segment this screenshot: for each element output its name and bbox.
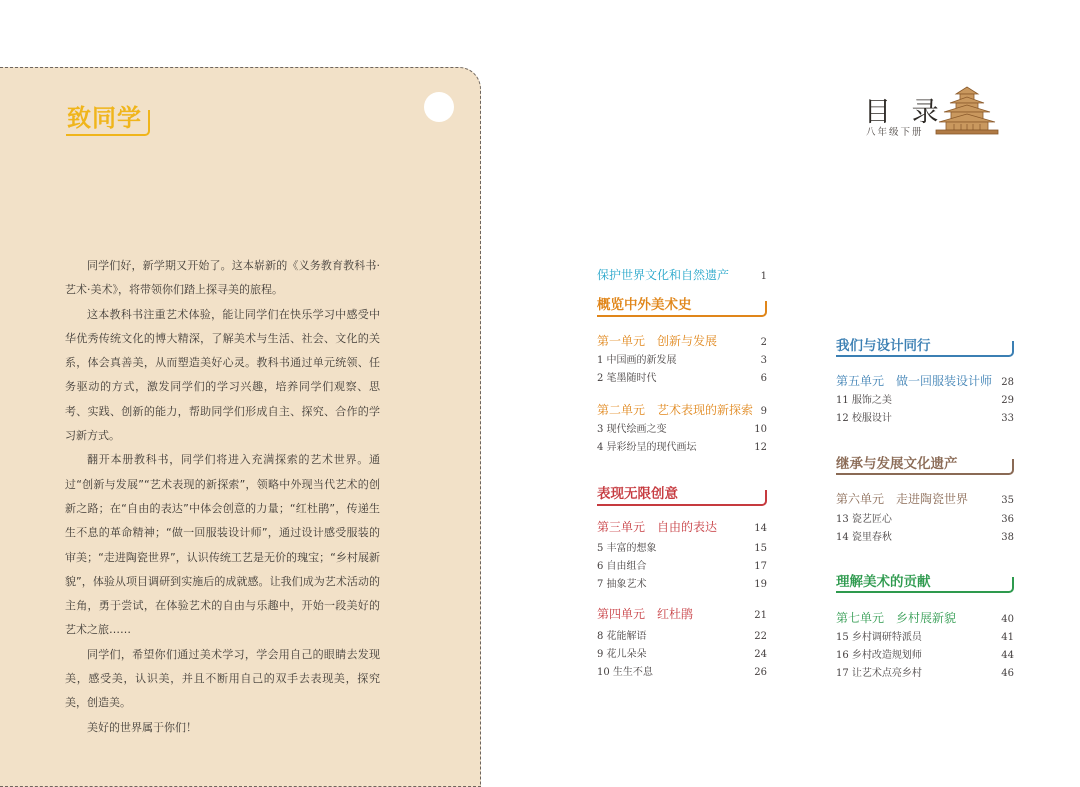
unit-label: 第六单元 走进陶瓷世界 [836,492,969,506]
toc-intro-label: 保护世界文化和自然遗产 [597,268,730,282]
page-number: 46 [1001,668,1014,679]
toc-lesson-entry[interactable] [836,664,1014,679]
page-number: 24 [754,649,767,660]
lesson-label: 9 花儿朵朵 [597,649,647,660]
page-number: 21 [754,610,767,621]
lesson-label: 13 瓷艺匠心 [836,514,892,525]
lesson-label: 3 现代绘画之变 [597,424,667,435]
letter-paragraph: 这本教科书注重艺术体验，能让同学们在快乐学习中感受中华优秀传统文化的博大精深，了解美术与生活、社会、文化的关系，体会真善美，从而塑造美好心灵。教科书通过单元统领、任务驱动的方式，激发同学们的学习兴趣，培养同学们观察、思考、实践、创新的能力，帮助同学们形成自主、探究、合作的学习新方式。 [65,307,380,443]
page-number: 1 [760,271,767,282]
toc-lesson-entry[interactable] [597,420,767,435]
lesson-label: 11 服饰之美 [836,395,892,406]
toc-lesson-entry[interactable] [597,438,767,453]
page-number: 44 [1001,650,1014,661]
page-number: 19 [754,579,767,590]
toc-section-heading[interactable]: 继承与发展文化遗产 [836,456,958,472]
toc-lesson-entry[interactable] [836,510,1014,525]
unit-label: 第五单元 做一回服装设计师 [836,374,993,388]
page-number: 15 [754,543,767,554]
lesson-label: 4 异彩纷呈的现代画坛 [597,442,697,453]
page-number: 28 [1001,377,1014,388]
lesson-label: 7 抽象艺术 [597,579,647,590]
page-number: 38 [1001,532,1014,543]
toc-section-heading[interactable]: 概览中外美术史 [597,297,692,313]
toc-unit-entry[interactable] [597,401,767,418]
greeting-title: 致同学 [67,104,142,132]
page-number: 12 [754,442,767,453]
binder-hole [424,92,454,122]
letter-paragraph: 美好的世界属于你们！ [87,720,197,734]
page-number: 14 [754,523,767,534]
toc-lesson-entry[interactable] [597,645,767,660]
toc-intro-entry[interactable] [597,266,767,283]
page-number: 29 [1001,395,1014,406]
toc-unit-entry[interactable] [597,605,767,622]
page-number: 22 [754,631,767,642]
lesson-label: 1 中国画的新发展 [597,355,677,366]
lesson-label: 14 瓷里春秋 [836,532,892,543]
letter-paragraph: 同学们好，新学期又开始了。这本崭新的《义务教育教科书·艺术·美术》，将带领你们踏上探寻美的旅程。 [65,259,380,297]
section-underline [597,301,767,317]
greeting-letter [65,254,380,740]
unit-label: 第三单元 自由的表达 [597,520,718,534]
toc-subtitle: 八年级下册 [866,127,924,138]
unit-label: 第二单元 艺术表现的新探索 [597,403,754,417]
toc-title: 目 录 [864,97,945,128]
toc-unit-entry[interactable] [597,518,767,535]
toc-unit-entry[interactable] [836,372,1014,389]
lesson-label: 17 让艺术点亮乡村 [836,668,922,679]
unit-label: 第一单元 创新与发展 [597,334,718,348]
unit-label: 第七单元 乡村展新貌 [836,611,957,625]
page-number: 36 [1001,514,1014,525]
lesson-label: 5 丰富的想象 [597,543,657,554]
toc-lesson-entry[interactable] [597,663,767,678]
section-underline [597,490,767,506]
page-number: 6 [760,373,767,384]
greeting-title-underline [66,110,150,136]
toc-lesson-entry[interactable] [836,646,1014,661]
toc-section-heading[interactable]: 表现无限创意 [597,486,678,502]
toc-lesson-entry[interactable] [597,627,767,642]
lesson-label: 16 乡村改造规划师 [836,650,922,661]
unit-label: 第四单元 红杜鹃 [597,607,694,621]
lesson-label: 8 花能解语 [597,631,647,642]
section-underline [836,459,1014,475]
toc-section-heading[interactable]: 我们与设计同行 [836,338,931,354]
toc-lesson-entry[interactable] [597,369,767,384]
toc-unit-entry[interactable] [836,609,1014,626]
toc-unit-entry[interactable] [597,332,767,349]
page-number: 9 [760,406,767,417]
page-number: 3 [760,355,767,366]
toc-lesson-entry[interactable] [597,539,767,554]
lesson-label: 15 乡村调研特派员 [836,632,922,643]
letter-paragraph: 翻开本册教科书，同学们将进入充满探索的艺术世界。通过“创新与发展”“艺术表现的新探索”，领略中外现当代艺术的创新之路；在“自由的表达”中体会创意的力量；“红杜鹃”，传递生生不息的革命精神；“做一回服装设计师”，通过设计感受服装的审美；“走进陶瓷世界”，认识传统工艺是无价的瑰宝；“乡村展新貌”，体验从项目调研到实施后的成就感。让我们成为艺术活动的主角，勇于尝试，在体验艺术的自由与乐趣中，开始一段美好的艺术之旅…… [65,453,380,637]
page-number: 35 [1001,495,1014,506]
toc-section-heading[interactable]: 理解美术的贡献 [836,574,931,590]
toc-lesson-entry[interactable] [597,575,767,590]
toc-unit-entry[interactable] [836,490,1014,507]
section-underline [836,341,1014,357]
toc-lesson-entry[interactable] [836,391,1014,406]
lesson-label: 6 自由组合 [597,561,647,572]
page-number: 33 [1001,413,1014,424]
page-number: 17 [754,561,767,572]
toc-lesson-entry[interactable] [836,528,1014,543]
letter-paragraph: 同学们，希望你们通过美术学习，学会用自己的眼睛去发现美，感受美，认识美，并且不断用自己的双手去表现美，探究美，创造美。 [65,647,380,710]
pavilion-icon [934,84,1000,136]
page-number: 10 [754,424,767,435]
toc-lesson-entry[interactable] [836,409,1014,424]
toc-lesson-entry[interactable] [597,351,767,366]
page-number: 2 [760,337,767,348]
section-underline [836,577,1014,593]
toc-lesson-entry[interactable] [836,628,1014,643]
lesson-label: 2 笔墨随时代 [597,373,657,384]
page-number: 41 [1001,632,1014,643]
page-number: 40 [1001,614,1014,625]
lesson-label: 12 校服设计 [836,413,892,424]
lesson-label: 10 生生不息 [597,667,653,678]
page-number: 26 [754,667,767,678]
toc-lesson-entry[interactable] [597,557,767,572]
